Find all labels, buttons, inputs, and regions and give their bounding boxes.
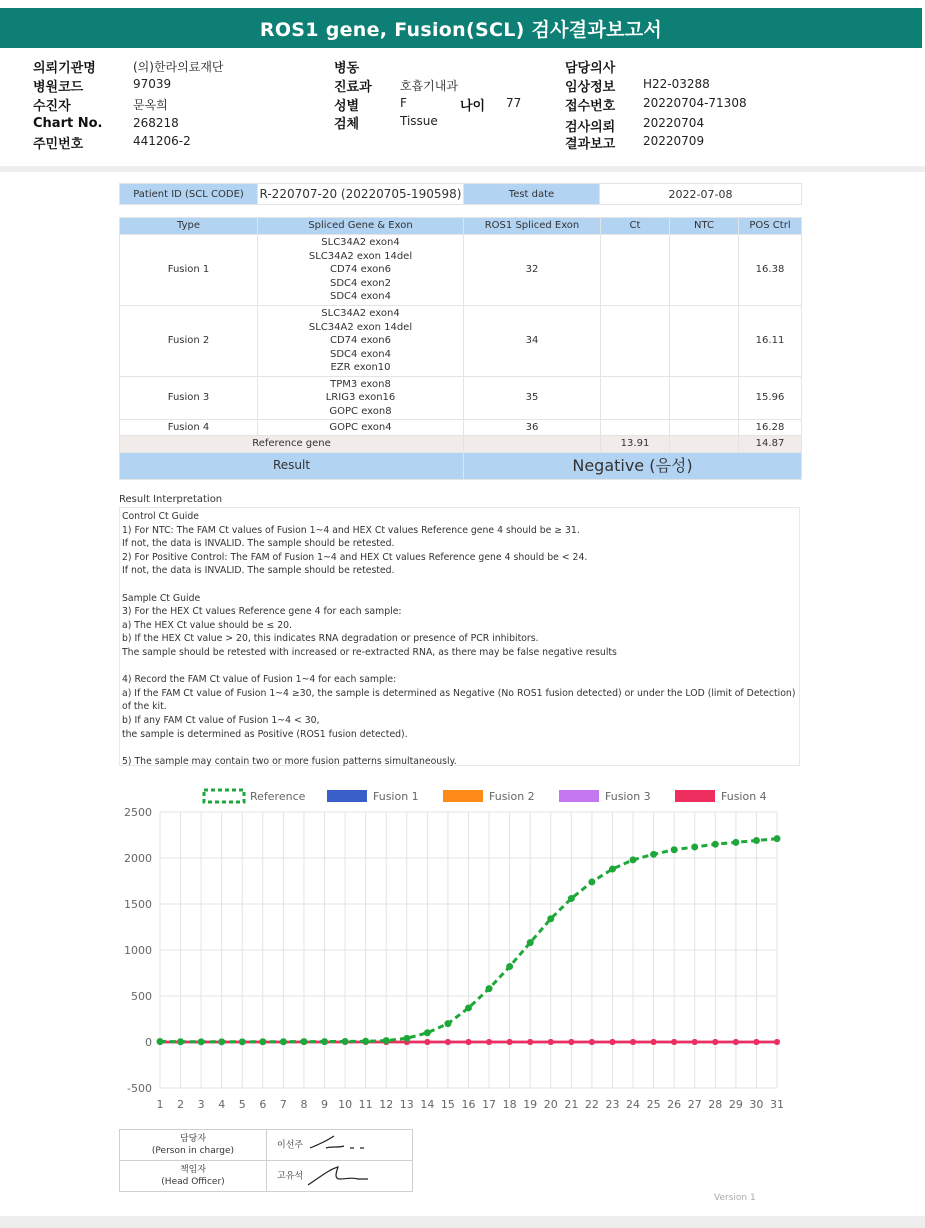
data-point-reference xyxy=(383,1037,390,1044)
data-point-reference xyxy=(732,839,739,846)
col-header-ct: Ct xyxy=(601,218,670,235)
info-value: H22-03288 xyxy=(643,77,710,91)
reference-ntc xyxy=(670,436,739,453)
x-tick-label: 3 xyxy=(197,1098,205,1111)
x-tick-label: 8 xyxy=(300,1098,308,1111)
x-tick-label: 7 xyxy=(279,1098,287,1111)
data-point-fusion-4 xyxy=(486,1039,492,1045)
role-english: (Head Officer) xyxy=(161,1177,225,1187)
legend-label: Reference xyxy=(250,790,306,803)
info-value: 20220704-71308 xyxy=(643,96,747,110)
row-ct xyxy=(601,420,670,436)
y-tick-label: 500 xyxy=(131,990,152,1003)
data-point-reference xyxy=(157,1038,164,1045)
row-ct xyxy=(601,377,670,420)
x-tick-label: 11 xyxy=(358,1098,373,1111)
data-point-fusion-4 xyxy=(466,1039,472,1045)
patient-id-label: Patient ID (SCL CODE) xyxy=(120,184,258,205)
info-value: 441206-2 xyxy=(133,134,191,148)
test-date-value: 2022-07-08 xyxy=(600,184,802,205)
info-value: 20220704 xyxy=(643,116,705,130)
legend-label: Fusion 3 xyxy=(605,790,651,803)
row-genes xyxy=(258,306,464,377)
data-point-reference xyxy=(300,1038,307,1045)
role-korean: 책임자 xyxy=(179,1165,207,1175)
gene-line: TPM3 exon8 xyxy=(330,378,391,390)
gene-line: SLC34A2 exon4 xyxy=(321,237,400,249)
age-value: 77 xyxy=(506,96,522,110)
row-type: Fusion 4 xyxy=(120,420,258,436)
data-point-fusion-4 xyxy=(424,1039,430,1045)
data-point-fusion-4 xyxy=(445,1039,451,1045)
results-table xyxy=(119,217,802,480)
row-exon: 35 xyxy=(464,377,601,420)
interpretation-title: Result Interpretation xyxy=(119,494,223,505)
row-pos: 16.28 xyxy=(739,420,802,436)
col-header-genes: Spliced Gene & Exon xyxy=(258,218,464,235)
gene-line: SDC4 exon4 xyxy=(330,348,391,360)
legend-label: Fusion 2 xyxy=(489,790,535,803)
row-pos: 16.11 xyxy=(739,306,802,377)
x-tick-label: 17 xyxy=(482,1098,497,1111)
data-point-reference xyxy=(650,851,657,858)
gene-line: LRIG3 exon16 xyxy=(325,392,396,404)
info-value: 20220709 xyxy=(643,134,705,148)
row-exon: 32 xyxy=(464,235,601,306)
data-point-reference xyxy=(547,915,554,922)
interp-line: 1) For NTC: The FAM Ct values of Fusion 1~4 and HEX Ct values Reference gene 4 should be ≥ 31. xyxy=(122,524,580,536)
y-tick-label: 1500 xyxy=(124,898,152,911)
data-point-reference xyxy=(671,846,678,853)
info-label: 접수번호 xyxy=(565,99,616,114)
role-english: (Person in charge) xyxy=(151,1146,235,1156)
x-tick-label: 27 xyxy=(687,1098,702,1111)
data-point-reference xyxy=(712,841,719,848)
x-tick-label: 13 xyxy=(399,1098,414,1111)
result-value: Negative (음성) xyxy=(464,453,802,480)
result-row xyxy=(120,453,802,480)
info-value: 문옥희 xyxy=(133,98,168,112)
info-label: 병원코드 xyxy=(33,80,84,95)
gene-line: CD74 exon6 xyxy=(330,264,391,276)
info-value: 97039 xyxy=(133,77,172,91)
gene-line: EZR exon10 xyxy=(330,362,391,374)
interp-line: b) If the HEX Ct value > 20, this indicates RNA degradation or presence of PCR inhibitors. xyxy=(122,633,539,645)
row-exon: 34 xyxy=(464,306,601,377)
reference-ct: 13.91 xyxy=(601,436,670,453)
data-point-reference xyxy=(198,1038,205,1045)
signer-role xyxy=(120,1130,267,1161)
reference-pos: 14.87 xyxy=(739,436,802,453)
reference-gene-row xyxy=(120,436,802,453)
data-point-fusion-4 xyxy=(712,1039,718,1045)
data-point-reference xyxy=(362,1038,369,1045)
col-header-type: Type xyxy=(120,218,258,235)
patient-id-value: R-220707-20 (20220705-190598) xyxy=(258,184,464,205)
info-label: 의뢰기관명 xyxy=(33,61,96,76)
data-point-reference xyxy=(753,837,760,844)
data-point-reference xyxy=(444,1020,451,1027)
x-tick-label: 22 xyxy=(584,1098,599,1111)
col-header-exon: ROS1 Spliced Exon xyxy=(464,218,601,235)
signer-cell xyxy=(267,1161,413,1192)
legend-swatch-fusion-2 xyxy=(443,790,483,802)
x-tick-label: 5 xyxy=(238,1098,246,1111)
row-type: Fusion 2 xyxy=(120,306,258,377)
test-date-label: Test date xyxy=(464,184,600,205)
data-point-fusion-4 xyxy=(507,1039,513,1045)
x-tick-label: 1 xyxy=(156,1098,164,1111)
info-label: 병동 xyxy=(334,61,360,76)
interp-line: a) The HEX Ct value should be ≤ 20. xyxy=(122,619,293,631)
gene-line: SDC4 exon4 xyxy=(330,291,391,303)
data-point-reference xyxy=(568,895,575,902)
row-pos: 15.96 xyxy=(739,377,802,420)
interp-line: 2) For Positive Control: The FAM of Fusion 1~4 and HEX Ct values Reference gene 4 should be < 24. xyxy=(122,551,588,563)
interp-line xyxy=(122,741,799,755)
table-row xyxy=(120,420,802,436)
y-tick-label: 2500 xyxy=(124,806,152,819)
interp-line: 5) The sample may contain two or more fusion patterns simultaneously. xyxy=(122,755,457,767)
data-point-reference xyxy=(609,866,616,873)
x-tick-label: 15 xyxy=(440,1098,455,1111)
row-ntc xyxy=(670,377,739,420)
gene-line: SDC4 exon2 xyxy=(330,277,391,289)
row-exon: 36 xyxy=(464,420,601,436)
info-value: Tissue xyxy=(400,114,438,128)
info-label: 임상정보 xyxy=(565,80,616,95)
x-tick-label: 18 xyxy=(502,1098,517,1111)
patient-info-section xyxy=(0,54,925,167)
legend-label: Fusion 1 xyxy=(373,790,419,803)
version-label: Version 1 xyxy=(714,1193,756,1203)
data-point-reference xyxy=(527,939,534,946)
data-point-fusion-4 xyxy=(671,1039,677,1045)
legend-swatch-fusion-4 xyxy=(675,790,715,802)
data-point-fusion-4 xyxy=(527,1039,533,1045)
signature-table xyxy=(119,1129,413,1192)
y-tick-label: 1000 xyxy=(124,944,152,957)
data-point-reference xyxy=(630,856,637,863)
info-label: 결과보고 xyxy=(565,137,616,152)
info-label: 검체 xyxy=(334,117,360,132)
col-header-ntc: NTC xyxy=(670,218,739,235)
interp-line: a) If the FAM Ct value of Fusion 1~4 ≥30, the sample is determined as Negative (No ROS1 fusion detected) or under the LOD (limit of Detection) of the kit. xyxy=(122,687,796,713)
interp-line: Sample Ct Guide xyxy=(122,592,201,604)
page-footer-band xyxy=(0,1216,925,1228)
data-point-fusion-4 xyxy=(733,1039,739,1045)
y-tick-label: 2000 xyxy=(124,852,152,865)
age-label: 나이 xyxy=(460,99,486,114)
x-tick-label: 28 xyxy=(708,1098,723,1111)
interp-line: If not, the data is INVALID. The sample should be retested. xyxy=(122,538,395,550)
table-row xyxy=(120,235,802,306)
patient-id-table xyxy=(119,183,802,205)
data-point-fusion-4 xyxy=(753,1039,759,1045)
data-point-reference xyxy=(342,1038,349,1045)
data-point-fusion-4 xyxy=(548,1039,554,1045)
table-row xyxy=(120,306,802,377)
gene-line: GOPC exon8 xyxy=(329,405,392,417)
data-point-reference xyxy=(588,878,595,885)
data-point-reference xyxy=(424,1029,431,1036)
legend-swatch-reference xyxy=(204,790,244,802)
x-tick-label: 24 xyxy=(626,1098,641,1111)
col-header-pos: POS Ctrl xyxy=(739,218,802,235)
result-label: Result xyxy=(120,453,464,480)
x-tick-label: 4 xyxy=(218,1098,226,1111)
interpretation-box xyxy=(119,507,800,766)
data-point-reference xyxy=(218,1038,225,1045)
reference-exon xyxy=(464,436,601,453)
interp-line: the sample is determined as Positive (ROS1 fusion detected). xyxy=(122,728,408,740)
section-divider xyxy=(0,166,925,172)
info-value: (의)한라의료재단 xyxy=(133,60,224,74)
interp-line: The sample should be retested with increased or re-extracted RNA, as there may be false negative results xyxy=(122,646,617,658)
x-tick-label: 30 xyxy=(749,1098,764,1111)
info-value: 호흡기내과 xyxy=(400,79,458,93)
data-point-reference xyxy=(691,843,698,850)
data-point-fusion-4 xyxy=(609,1039,615,1045)
role-korean: 담당자 xyxy=(179,1134,207,1144)
data-point-reference xyxy=(486,985,493,992)
data-point-reference xyxy=(403,1035,410,1042)
info-value: F xyxy=(400,96,407,110)
data-point-reference xyxy=(259,1038,266,1045)
data-point-fusion-4 xyxy=(651,1039,657,1045)
reference-gene-label: Reference gene xyxy=(120,436,464,453)
data-point-fusion-4 xyxy=(568,1039,574,1045)
row-genes xyxy=(258,235,464,306)
gene-line: CD74 exon6 xyxy=(330,335,391,347)
info-label: 검사의뢰 xyxy=(565,120,616,135)
data-point-reference xyxy=(774,835,781,842)
gene-line: SLC34A2 exon4 xyxy=(321,308,400,320)
legend-label: Fusion 4 xyxy=(721,790,767,803)
x-tick-label: 31 xyxy=(770,1098,784,1111)
legend-swatch-fusion-3 xyxy=(559,790,599,802)
info-label: 진료과 xyxy=(334,80,372,95)
x-tick-label: 26 xyxy=(667,1098,682,1111)
data-point-reference xyxy=(280,1038,287,1045)
interp-line: 4) Record the FAM Ct value of Fusion 1~4 for each sample: xyxy=(122,674,397,686)
row-ntc xyxy=(670,420,739,436)
amplification-chart xyxy=(112,782,792,1112)
x-tick-label: 6 xyxy=(259,1098,267,1111)
legend-swatch-fusion-1 xyxy=(327,790,367,802)
row-ct xyxy=(601,306,670,377)
row-genes xyxy=(258,420,464,436)
report-title: ROS1 gene, Fusion(SCL) 검사결과보고서 xyxy=(0,8,922,48)
signer-name: 이선주 xyxy=(277,1140,304,1151)
signature-mark xyxy=(306,1165,376,1187)
x-tick-label: 19 xyxy=(523,1098,538,1111)
data-point-reference xyxy=(321,1038,328,1045)
row-ct xyxy=(601,235,670,306)
data-point-reference xyxy=(465,1004,472,1011)
interp-line xyxy=(122,660,799,674)
data-point-fusion-4 xyxy=(589,1039,595,1045)
x-tick-label: 2 xyxy=(177,1098,185,1111)
x-tick-label: 20 xyxy=(543,1098,558,1111)
x-tick-label: 23 xyxy=(605,1098,620,1111)
x-tick-label: 14 xyxy=(420,1098,435,1111)
row-type: Fusion 3 xyxy=(120,377,258,420)
y-tick-label: 0 xyxy=(145,1036,152,1049)
row-genes xyxy=(258,377,464,420)
x-tick-label: 21 xyxy=(564,1098,579,1111)
signer-cell xyxy=(267,1130,413,1161)
row-pos: 16.38 xyxy=(739,235,802,306)
data-point-fusion-4 xyxy=(630,1039,636,1045)
x-tick-label: 25 xyxy=(646,1098,661,1111)
data-point-reference xyxy=(506,963,513,970)
info-label: Chart No. xyxy=(33,116,103,131)
x-tick-label: 29 xyxy=(728,1098,743,1111)
data-point-reference xyxy=(239,1038,246,1045)
data-point-fusion-4 xyxy=(692,1039,698,1045)
signer-role xyxy=(120,1161,267,1192)
row-ntc xyxy=(670,306,739,377)
data-point-reference xyxy=(177,1038,184,1045)
signature-mark xyxy=(306,1134,376,1156)
row-type: Fusion 1 xyxy=(120,235,258,306)
info-label: 담당의사 xyxy=(565,61,616,76)
x-tick-label: 16 xyxy=(461,1098,476,1111)
info-value: 268218 xyxy=(133,116,179,130)
interp-line xyxy=(122,578,799,592)
data-point-fusion-4 xyxy=(774,1039,780,1045)
interp-line: If not, the data is INVALID. The sample should be retested. xyxy=(122,565,395,577)
x-tick-label: 9 xyxy=(321,1098,329,1111)
interp-line: 3) For the HEX Ct values Reference gene 4 for each sample: xyxy=(122,606,402,618)
interp-line: b) If any FAM Ct value of Fusion 1~4 < 30, xyxy=(122,714,320,726)
info-label: 주민번호 xyxy=(33,137,84,152)
table-row xyxy=(120,377,802,420)
gene-line: SLC34A2 exon 14del xyxy=(308,321,413,333)
info-label: 성별 xyxy=(334,99,360,114)
gene-line: GOPC exon4 xyxy=(329,421,392,433)
info-label: 수진자 xyxy=(33,99,71,114)
x-tick-label: 10 xyxy=(338,1098,353,1111)
y-tick-label: -500 xyxy=(127,1082,152,1095)
gene-line: SLC34A2 exon 14del xyxy=(308,250,413,262)
signer-name: 고유석 xyxy=(277,1171,304,1182)
x-tick-label: 12 xyxy=(379,1098,394,1111)
row-ntc xyxy=(670,235,739,306)
interp-line: Control Ct Guide xyxy=(122,511,199,522)
